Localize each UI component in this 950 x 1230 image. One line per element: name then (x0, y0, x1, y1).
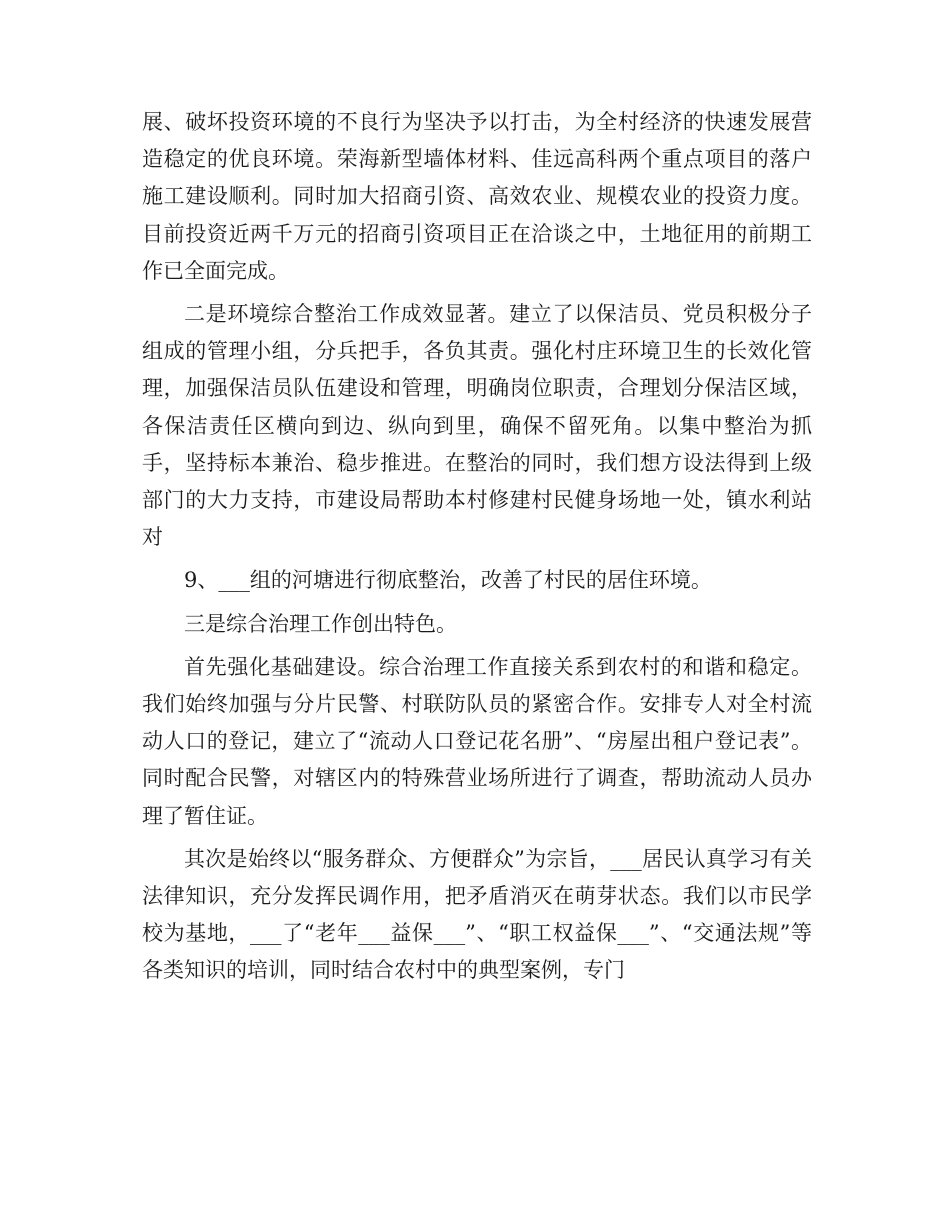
paragraph-river-pond: 9、___组的河塘进行彻底整治，改善了村民的居住环境。 (184, 568, 712, 593)
paragraph-serve-masses: 其次是始终以“服务群众、方便群众”为宗旨，___居民认真学习有关法律知识，充分发挥民调作用，把矛盾消灭在萌芽状态。我们以市民学校为基地，___了“老年___益保___”、“职工权益保___”、“交通法规”等各类知识的培训，同时结合农村中的典型案例，专门 (142, 846, 812, 983)
paragraph-environment-rectification: 二是环境综合整治工作成效显著。建立了以保洁员、党员积极分子组成的管理小组，分兵把手，各负其责。强化村庄环境卫生的长效化管理，加强保洁员队伍建设和管理，明确岗位职责，合理划分保洁区域，各保洁责任区横向到边、纵向到里，确保不留死角。以集中整治为抓手，坚持标本兼治、稳步推进。在整治的同时，我们想方设法得到上级部门的大力支持，市建设局帮助本村修建村民健身场地一处，镇水利站对 (142, 302, 812, 550)
paragraph-basic-construction: 首先强化基础建设。综合治理工作直接关系到农村的和谐和稳定。我们始终加强与分片民警、村联防队员的紧密合作。安排专人对全村流动人口的登记，建立了“流动人口登记花名册”、“房屋出租户登记表”。同时配合民警，对辖区内的特殊营业场所进行了调查，帮助流动人员办理了暂住证。 (142, 654, 812, 828)
document-page (142, 104, 812, 990)
paragraph-comprehensive-governance-heading: 三是综合治理工作创出特色。 (184, 611, 457, 636)
paragraph-continuation-investment: 展、破坏投资环境的不良行为坚决予以打击，为全村经济的快速发展营造稳定的优良环境。荣海新型墙体材料、佳远高科两个重点项目的落户施工建设顺利。同时加大招商引资、高效农业、规模农业的投资力度。目前投资近两千万元的招商引资项目正在洽谈之中，土地征用的前期工作已全面完成。 (142, 110, 812, 283)
